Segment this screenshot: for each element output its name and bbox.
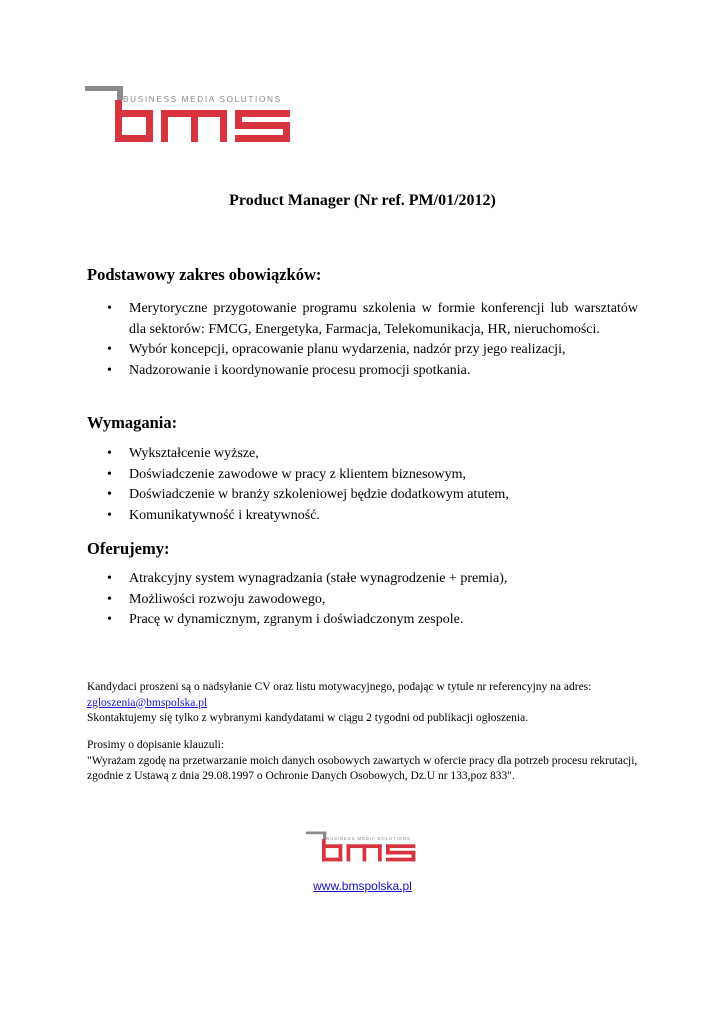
list-item: • Doświadczenie w branży szkoleniowej będzie dodatkowym atutem, (105, 485, 638, 506)
list-item: • Wybór koncepcji, opracowanie planu wydarzenia, nadzór przy jego realizacji, (105, 340, 638, 361)
offer-list (105, 569, 638, 631)
logo-wordmark (322, 839, 415, 861)
logo-wordmark (115, 100, 290, 142)
list-item: • Komunikatywność i kreatywność. (105, 506, 638, 527)
list-item: • Pracę w dynamicznym, zgranym i doświadczonym zespole. (105, 610, 638, 631)
list-item: • Możliwości rozwoju zawodowego, (105, 590, 638, 611)
logo-tagline: BUSINESS MEDIA SOLUTIONS (326, 836, 411, 842)
consent-clause (87, 738, 647, 785)
email-link[interactable]: zgloszenia@bmspolska.pl (87, 696, 208, 709)
duties-list (105, 299, 638, 381)
bms-logo (85, 86, 295, 144)
bms-logo-footer (306, 830, 418, 864)
list-item: • Doświadczenie zawodowe w pracy z klientem biznesowym, (105, 465, 638, 486)
list-item: • Wykształcenie wyższe, (105, 444, 638, 465)
contact-info (87, 680, 647, 727)
clause-text: "Wyrażam zgodę na przetwarzanie moich danych osobowych zawartych w ofercie pracy dla potrzeb procesu rekrutacji, zgodnie z Ustawą z dnia 29.08.1997 o Ochronie Danych Osobowych, Dz.U nr 133,poz 833". (87, 754, 638, 782)
clause-intro: Prosimy o dopisanie klauzuli: (87, 739, 225, 751)
list-item: • Nadzorowanie i koordynowanie procesu promocji spotkania. (105, 361, 638, 382)
contact-instructions: Kandydaci proszeni są o nadsyłanie CV oraz listu motywacyjnego, podając w tytule nr referencyjny na adres: (87, 681, 592, 693)
logo-tagline: BUSINESS MEDIA SOLUTIONS (123, 94, 282, 104)
requirements-heading: Wymagania: (87, 413, 178, 432)
job-title: Product Manager (Nr ref. PM/01/2012) (229, 192, 496, 209)
offer-heading: Oferujemy: (87, 539, 170, 558)
requirements-list (105, 444, 638, 526)
website-link[interactable]: www.bmspolska.pl (313, 879, 412, 893)
list-item: • Atrakcyjny system wynagradzania (stałe wynagrodzenie + premia), (105, 569, 638, 590)
list-item: • Merytoryczne przygotowanie programu szkolenia w formie konferencji lub warsztatów dla sektorów: FMCG, Energetyka, Farmacja, Telekomunikacja, HR, nieruchomości. (105, 299, 638, 340)
contact-note: Skontaktujemy się tylko z wybranymi kandydatami w ciągu 2 tygodni od publikacji ogłoszenia. (87, 712, 529, 724)
duties-heading: Podstawowy zakres obowiązków: (87, 265, 322, 284)
